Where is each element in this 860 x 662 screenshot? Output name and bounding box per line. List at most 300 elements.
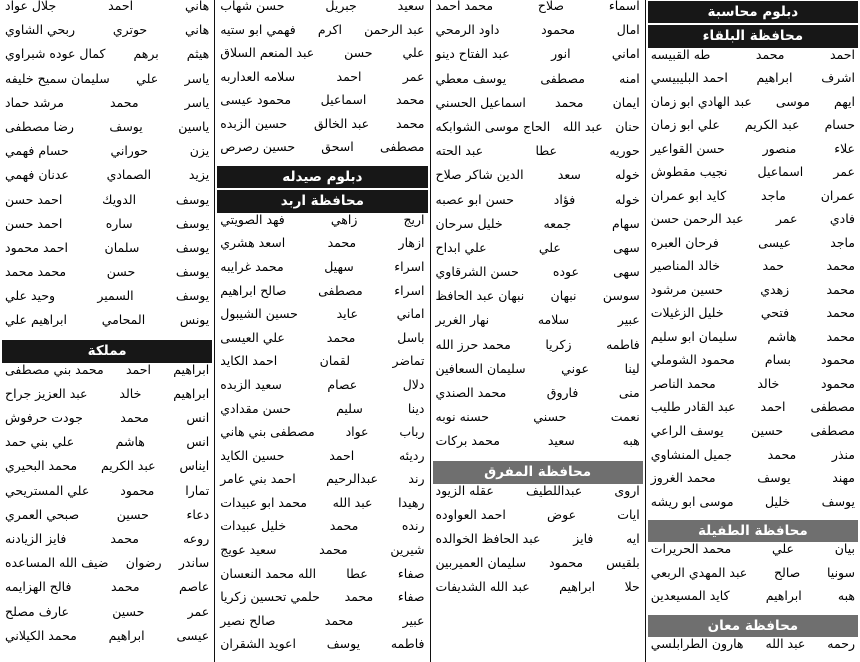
name-part: حوريه — [609, 145, 640, 159]
name-part: يونس — [179, 314, 210, 328]
name-part: عوني — [561, 362, 589, 376]
name-part: عمر — [402, 70, 425, 84]
name-part: محمد — [826, 330, 855, 344]
name-part: عبد القادر طليب — [650, 401, 736, 415]
name-part: محمود — [120, 484, 155, 498]
table-row — [648, 354, 858, 378]
name-part: محمد — [826, 260, 855, 274]
name-part: محمد — [329, 520, 359, 534]
table-row — [648, 307, 858, 331]
name-part: حسين الكايد — [220, 449, 285, 463]
table-row — [433, 314, 643, 338]
name-part: دينا — [407, 402, 425, 416]
name-part: حسين مرشود — [650, 283, 723, 297]
table-row — [648, 260, 858, 284]
table-row — [433, 435, 643, 459]
name-part: محمد — [395, 94, 425, 108]
name-part: عبد الكريم — [744, 119, 800, 133]
name-part: الدين شاكر صلاح — [435, 169, 524, 183]
name-part: علي ابداح — [435, 241, 487, 255]
name-part: صالح — [773, 566, 801, 580]
name-part: محمد — [344, 591, 374, 605]
name-part: رحمه — [827, 638, 855, 652]
table-row — [2, 581, 212, 605]
name-part: بيان — [834, 543, 855, 557]
name-part: خليل سرحان — [435, 217, 503, 231]
name-part: سلامه العداربه — [220, 70, 296, 84]
table-row — [217, 426, 427, 450]
name-part: محمد احمد — [435, 0, 494, 13]
name-part: حسن القواعير — [650, 142, 725, 156]
name-column — [215, 0, 430, 662]
name-part: امنه — [619, 72, 640, 86]
name-part: اروى — [614, 484, 640, 498]
name-part: زهدي — [760, 283, 790, 297]
name-part: عارف مصلح — [5, 605, 69, 619]
table-row — [217, 450, 427, 474]
name-part: سعيد الزبده — [220, 378, 282, 392]
name-part: عبد الله الشديفات — [435, 581, 530, 595]
name-part: احمد العواوده — [435, 508, 506, 522]
name-part: محمد غرايبه — [220, 261, 284, 275]
name-part: عيسى — [758, 236, 791, 250]
name-part: محمود — [541, 24, 576, 38]
name-part: محمد — [826, 283, 855, 297]
name-part: اسماعيل — [320, 94, 367, 108]
table-row — [217, 0, 427, 24]
name-part: ابراهيم — [756, 72, 793, 86]
name-part: اماني — [611, 48, 640, 62]
table-row — [433, 485, 643, 509]
table-row — [2, 73, 212, 97]
name-part: اكرم — [317, 23, 342, 37]
name-part: عوده — [552, 266, 579, 280]
name-part: رنده — [401, 520, 425, 534]
name-part: عبد الله — [562, 120, 603, 134]
table-row — [433, 533, 643, 557]
name-part: حلا — [624, 581, 640, 595]
name-part: لقمان — [319, 355, 351, 369]
name-part: سعيد — [397, 0, 425, 13]
name-part: عبدالرحيم — [326, 473, 378, 487]
table-row — [648, 49, 858, 73]
name-part: تماضر — [392, 355, 425, 369]
name-part: داود الرمحي — [435, 24, 500, 38]
name-part: يوسف — [175, 217, 210, 231]
name-part: الله محمد النعسان — [220, 567, 317, 581]
name-part: يوسف — [175, 241, 210, 255]
name-part: خليل عبيدات — [220, 520, 287, 534]
table-row — [2, 194, 212, 218]
table-row — [217, 355, 427, 379]
table-row — [648, 237, 858, 261]
name-part: عبد الرحمن حسن — [650, 213, 744, 227]
name-part: علي — [771, 543, 794, 557]
name-part: محمد الكيلاني — [5, 629, 77, 643]
table-row — [217, 141, 427, 165]
name-part: سوسن — [602, 290, 640, 304]
table-row — [433, 169, 643, 193]
name-part: يوسف — [175, 290, 210, 304]
name-part: احمد حسن — [5, 193, 63, 207]
name-part: حسام فهمي — [5, 145, 69, 159]
name-part: محمود — [820, 354, 855, 368]
name-part: تمارا — [185, 484, 210, 498]
name-part: محمد — [755, 48, 785, 62]
table-row — [433, 339, 643, 363]
name-part: عبير — [402, 614, 425, 628]
name-part: ياسر — [184, 72, 210, 86]
table-row — [433, 145, 643, 169]
name-part: منصور — [762, 142, 797, 156]
name-part: حوراني — [110, 145, 149, 159]
name-part: عبد الفتاح دينو — [435, 48, 510, 62]
name-part: يوسف — [326, 638, 361, 652]
name-part: فهمي ابو ستيه — [220, 23, 296, 37]
table-row — [648, 190, 858, 214]
name-part: حسن — [106, 266, 136, 280]
section-header: محافظة البلقاء — [648, 25, 858, 47]
name-part: سلامه — [537, 314, 570, 328]
name-part: اماني — [396, 308, 425, 322]
name-part: ساره — [105, 217, 133, 231]
name-part: عبد الحته — [435, 145, 484, 159]
name-part: حسين الشيبول — [220, 308, 298, 322]
name-part: نعمت — [610, 411, 640, 425]
name-part: روعه — [183, 532, 210, 546]
name-part: عمر — [833, 166, 855, 180]
name-part: ابراهيم — [173, 363, 210, 377]
name-part: باسل — [397, 331, 425, 345]
table-row — [217, 497, 427, 521]
table-row — [648, 496, 858, 520]
table-row — [433, 73, 643, 97]
name-part: جمعه — [543, 217, 572, 231]
name-part: ياسر — [184, 96, 210, 110]
name-column — [0, 0, 215, 662]
name-part: احمد بني عامر — [220, 473, 296, 487]
table-row — [2, 364, 212, 388]
name-part: علي ابو زمان — [650, 119, 720, 133]
table-row — [433, 363, 643, 387]
name-part: يوسف — [821, 495, 855, 509]
name-part: اسحق — [321, 141, 354, 155]
name-part: احمد — [760, 401, 786, 415]
name-part: محمد محمد — [5, 266, 67, 280]
name-part: علاء — [834, 142, 855, 156]
name-part: سليمان السعافين — [435, 362, 526, 376]
name-part: ربحي الشاوي — [5, 24, 76, 38]
name-part: نجيب مقطوش — [650, 166, 728, 180]
table-row — [648, 72, 858, 96]
name-part: ماجد — [761, 189, 786, 203]
name-part: فهد الصويتي — [220, 213, 285, 227]
name-part: محمد البحيري — [5, 460, 78, 474]
table-row — [648, 449, 858, 473]
table-row — [2, 290, 212, 314]
name-part: حسن مقدادي — [220, 402, 292, 416]
name-part: اعويد الشقران — [220, 638, 296, 652]
name-part: جلال عواد — [5, 0, 57, 13]
table-row — [217, 261, 427, 285]
name-part: بلقيس — [606, 557, 640, 571]
name-part: موسى ابو ريشه — [650, 495, 734, 509]
name-part: منذر — [831, 448, 855, 462]
name-part: احمد — [125, 363, 151, 377]
name-part: سعيد — [547, 435, 575, 449]
name-part: محمود — [549, 557, 584, 571]
table-row — [217, 638, 427, 662]
name-part: عاصم — [179, 581, 210, 595]
name-part: خليل الزغيلات — [650, 307, 724, 321]
name-part: ماجد — [830, 236, 855, 250]
name-part: رهيدا — [398, 496, 425, 510]
table-row — [2, 460, 212, 484]
name-part: سليم — [336, 402, 363, 416]
table-row — [648, 543, 858, 567]
name-part: لينا — [624, 362, 640, 376]
name-part: اسماء — [608, 0, 640, 13]
table-row — [433, 194, 643, 218]
table-row — [2, 218, 212, 242]
name-part: كايد ابو عمران — [650, 189, 727, 203]
name-part: حسام — [824, 119, 855, 133]
name-part: ابراهيم — [108, 629, 145, 643]
table-row — [217, 308, 427, 332]
table-row — [2, 533, 212, 557]
table-row — [648, 143, 858, 167]
name-part: ايه — [626, 532, 640, 546]
name-part: عبد الخالق — [313, 117, 370, 131]
table-row — [217, 568, 427, 592]
name-part: صلاح — [537, 0, 565, 13]
name-part: اسماعيل — [757, 166, 804, 180]
name-part: صفاء — [397, 591, 425, 605]
table-row — [2, 436, 212, 460]
name-part: عايد — [336, 308, 358, 322]
name-part: وحيد علي — [5, 290, 56, 304]
name-part: حسين الزبده — [220, 117, 288, 131]
table-row — [648, 378, 858, 402]
name-part: عمران — [820, 189, 855, 203]
table-row — [217, 118, 427, 142]
section-header: دبلوم صيدله — [217, 166, 427, 188]
name-part: عدنان فهمي — [5, 169, 69, 183]
name-part: يزيد — [188, 169, 210, 183]
name-part: حمد — [762, 260, 784, 274]
table-row — [217, 47, 427, 71]
name-part: محمد — [554, 96, 584, 110]
name-part: منى — [618, 387, 640, 400]
table-row — [433, 97, 643, 121]
table-row — [2, 509, 212, 533]
name-part: محمود الشوملي — [650, 354, 735, 368]
name-part: دعاء — [186, 508, 210, 522]
name-part: فتحي — [760, 307, 790, 321]
table-row — [433, 121, 643, 145]
name-part: فاطمه — [606, 338, 640, 352]
name-part: ايناس — [179, 460, 210, 474]
name-part: سهام — [611, 217, 640, 231]
name-part: محمود — [820, 377, 855, 391]
table-row — [433, 411, 643, 435]
name-part: سهى — [613, 266, 640, 280]
name-part: رباب — [399, 426, 425, 440]
name-part: احمد — [329, 449, 355, 463]
section-header: محافظة اربد — [217, 190, 427, 212]
name-part: خالد — [757, 377, 780, 391]
name-part: عبد المهدي الربعي — [650, 566, 748, 580]
name-part: فالح الهزايمه — [5, 581, 72, 595]
name-part: علي العيسى — [220, 331, 285, 345]
section-header: محافظة الطفيلة — [648, 520, 858, 542]
table-row — [2, 169, 212, 193]
name-part: انس — [186, 412, 210, 425]
name-part: محمد الناصر — [650, 377, 716, 391]
table-row — [2, 121, 212, 145]
name-part: محمد الصندي — [435, 387, 507, 400]
name-part: علي — [402, 47, 425, 61]
name-part: انس — [186, 436, 210, 450]
name-part: احمد الكايد — [220, 355, 278, 369]
name-column — [431, 0, 646, 662]
name-part: سليمان العميربين — [435, 557, 527, 571]
name-part: عطا — [535, 145, 557, 159]
name-part: هبه — [622, 435, 640, 449]
name-part: ابراهيم — [765, 590, 802, 604]
name-part: ياسين — [178, 120, 210, 134]
name-part: برهم — [133, 48, 159, 62]
table-row — [2, 314, 212, 338]
name-part: بسام — [764, 354, 792, 368]
table-row — [433, 509, 643, 533]
name-part: عوض — [547, 508, 577, 522]
name-part: عبد الهادي ابو زمان — [650, 95, 752, 109]
name-part: يوسف — [757, 472, 791, 486]
name-part: يوسف — [109, 120, 143, 134]
name-part: ابراهيم — [173, 387, 210, 401]
name-part: فاطمه — [390, 638, 425, 652]
table-row — [2, 388, 212, 412]
name-part: علي المستريحي — [5, 484, 90, 498]
name-part: محمد — [110, 532, 139, 546]
table-row — [2, 557, 212, 581]
name-part: حوتري — [112, 24, 148, 38]
name-part: صالح نصير — [220, 614, 276, 628]
name-part: عبد الله — [765, 638, 806, 652]
name-part: محمد — [319, 543, 348, 557]
table-row — [217, 285, 427, 309]
name-part: حسين رصرص — [220, 141, 296, 155]
table-row — [217, 237, 427, 261]
table-row — [217, 403, 427, 427]
table-row — [217, 214, 427, 238]
name-part: محمد بركات — [435, 435, 500, 449]
name-part: ضيف الله المساعده — [5, 557, 109, 571]
name-part: سعيد عويج — [220, 543, 277, 557]
name-part: كايد المسيعدين — [650, 590, 730, 604]
name-part: احمد البليبيسي — [650, 72, 728, 86]
name-part: فؤاد — [553, 193, 576, 207]
section-header: محافظة المفرق — [433, 461, 643, 484]
name-part: عبد العزيز جراح — [5, 387, 88, 401]
name-part: مصطفى — [540, 72, 585, 86]
table-row — [648, 96, 858, 120]
table-row — [648, 567, 858, 591]
name-part: زاهي — [330, 213, 358, 227]
name-part: حسين — [112, 605, 145, 619]
name-part: محمد — [120, 412, 149, 425]
name-part: احمد — [108, 0, 134, 13]
name-part: يوسف الراعي — [650, 425, 724, 438]
name-part: سهيل — [324, 261, 354, 275]
name-part: احمد حسن — [5, 217, 63, 231]
name-part: احمد — [830, 48, 855, 62]
table-row — [2, 485, 212, 509]
name-part: سليمان ابو سليم — [650, 330, 738, 344]
table-row — [433, 557, 643, 581]
name-part: اشرف — [821, 72, 855, 86]
name-part: سليمان سميح خليفه — [5, 72, 110, 86]
name-part: اسراء — [394, 261, 425, 275]
table-row — [217, 544, 427, 568]
name-part: محمد الغروز — [650, 472, 716, 486]
name-part: رند — [408, 473, 425, 487]
name-part: ساندر — [178, 557, 210, 571]
name-part: خالد — [119, 387, 142, 401]
table-row — [217, 71, 427, 95]
name-part: عواد — [345, 426, 369, 440]
name-part: صالح ابراهيم — [220, 284, 287, 298]
name-part: زكريا — [545, 338, 572, 352]
table-row — [2, 606, 212, 630]
name-part: محمد — [767, 448, 797, 462]
name-part: حلمي تحسين زكريا — [220, 591, 320, 605]
name-part: فايز الزيادنه — [5, 532, 67, 546]
name-part: هارون الطرابلسي — [650, 638, 744, 652]
name-part: هيثم — [186, 48, 210, 62]
name-part: حسن ابو عصبه — [435, 193, 515, 207]
section-header: محافظة معان — [648, 615, 858, 637]
name-part: محمد — [395, 117, 425, 131]
name-part: نبهان — [550, 290, 577, 304]
name-part: حسن شهاب — [220, 0, 285, 13]
name-part: فايز — [573, 532, 594, 546]
table-row — [433, 0, 643, 24]
name-part: مرشد حماد — [5, 96, 64, 110]
name-part: عمر — [775, 213, 798, 227]
name-part: فرحان العبره — [650, 236, 719, 250]
name-part: عبد الكريم — [100, 460, 156, 474]
name-part: نبهان عبد الحافظ — [435, 290, 525, 304]
table-row — [217, 591, 427, 615]
name-part: فادي — [829, 213, 855, 227]
name-part: صبحي العمري — [5, 508, 80, 522]
name-part: مصطفى — [318, 284, 363, 298]
name-part: علي — [538, 241, 561, 255]
name-part: سلمان — [104, 241, 140, 255]
name-part: عبداللطيف — [526, 484, 583, 498]
name-part: ايهم — [833, 95, 855, 109]
name-part: يوسف — [175, 266, 210, 280]
table-row — [2, 97, 212, 121]
table-row — [2, 24, 212, 48]
name-part: عطا — [346, 567, 368, 581]
name-column — [646, 0, 860, 662]
name-part: محمد — [109, 96, 139, 110]
name-part: خوله — [615, 169, 640, 183]
name-part: محمد بني مصطفى — [5, 363, 104, 377]
